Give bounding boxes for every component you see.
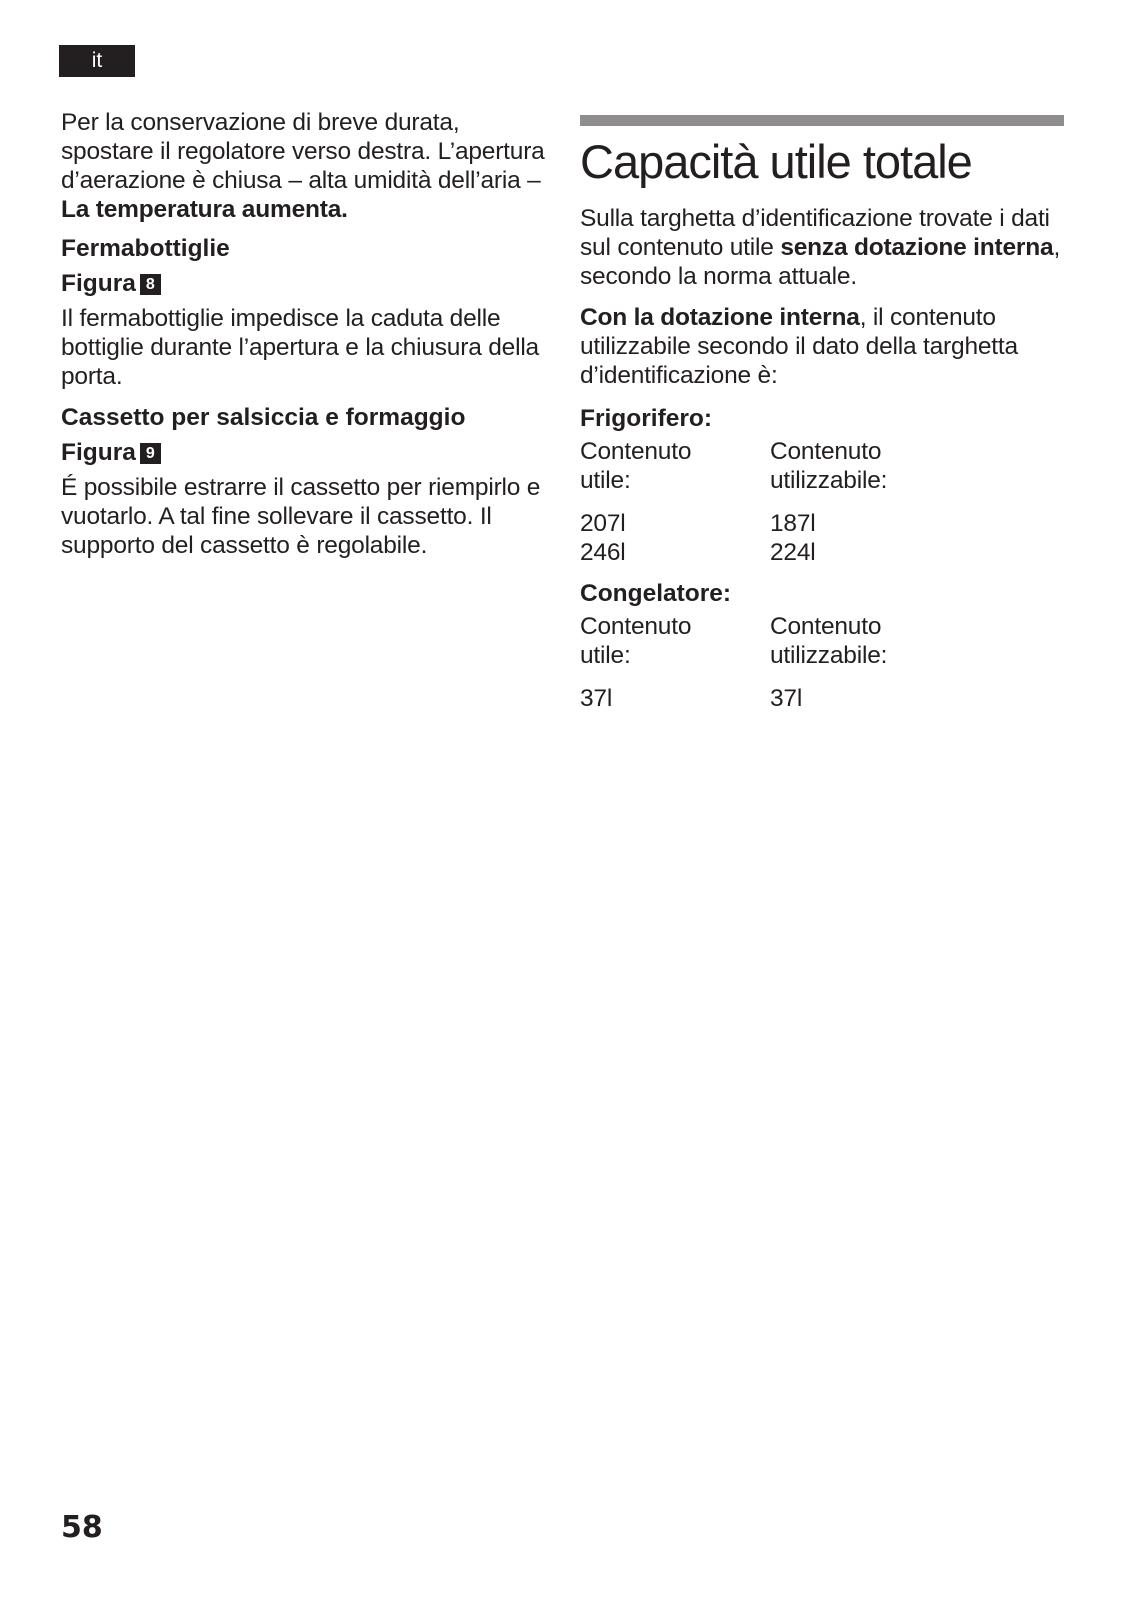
table-header: Contenuto — [580, 613, 692, 640]
right-column — [580, 115, 1064, 713]
frigorifero-values — [580, 509, 1064, 567]
figure-number-badge: 8 — [140, 274, 161, 295]
table-cell: 37l — [580, 685, 613, 712]
paragraph-cassetto: É possibile estrarre il cassetto per riempirlo e vuotarlo. A tal fine sollevare il cassetto. Il supporto del cassetto è regolabile. — [61, 474, 541, 559]
congelatore-values — [580, 684, 1064, 713]
table-cell: 187l — [770, 510, 816, 537]
paragraph-dotazione — [580, 303, 1064, 390]
paragraph-fermabottiglie: Il fermabottiglie impedisce la caduta delle bottiglie durante l’apertura e la chiusura della porta. — [61, 305, 539, 390]
table-header: utile: — [580, 467, 631, 494]
left-column — [61, 108, 551, 560]
section-title-fermabottiglie: Fermabottiglie — [61, 235, 230, 262]
congelatore-title: Congelatore: — [580, 580, 732, 607]
paragraph-bold: senza dotazione interna — [780, 234, 1054, 261]
figure-number-badge: 9 — [140, 443, 161, 464]
language-tab: it — [59, 45, 135, 77]
table-cell: 246l — [580, 539, 626, 566]
table-header: Contenuto — [580, 438, 692, 465]
paragraph-short-storage — [61, 108, 551, 224]
frigorifero-title: Frigorifero: — [580, 405, 713, 432]
table-header: utilizzabile: — [770, 642, 888, 669]
paragraph-text: , il contenuto utilizzabile secondo il dato della targhetta d’identificazione è: — [580, 304, 1018, 389]
table-cell: 224l — [770, 539, 816, 566]
table-header: utile: — [580, 642, 631, 669]
table-header: utilizzabile: — [770, 467, 888, 494]
congelatore-table — [580, 612, 1064, 670]
table-header: Contenuto — [770, 613, 882, 640]
paragraph-targhetta — [580, 204, 1064, 291]
table-header: Contenuto — [770, 438, 882, 465]
page-number: 58 — [61, 1510, 103, 1545]
figure-label: Figura — [61, 270, 136, 297]
paragraph-text: , secondo la norma attuale. — [580, 234, 1061, 290]
paragraph-text: Per la conservazione di breve durata, spostare il regolatore verso destra. L’apertura d’aerazione è chiusa – alta umidità dell’aria – — [61, 109, 545, 194]
figure-ref-9 — [61, 438, 551, 467]
section-title-cassetto: Cassetto per salsiccia e formaggio — [61, 404, 466, 431]
figure-ref-8 — [61, 269, 551, 298]
paragraph-bold: La temperatura aumenta. — [61, 196, 348, 223]
paragraph-bold: Con la dotazione interna — [580, 304, 860, 331]
frigorifero-table — [580, 437, 1064, 495]
section-heading: Capacità utile totale — [580, 135, 972, 188]
figure-label: Figura — [61, 439, 136, 466]
section-rule — [580, 115, 1064, 126]
table-cell: 207l — [580, 510, 626, 537]
paragraph-text: Sulla targhetta d’identificazione trovate i dati sul contenuto utile — [580, 205, 1050, 261]
table-cell: 37l — [770, 685, 803, 712]
